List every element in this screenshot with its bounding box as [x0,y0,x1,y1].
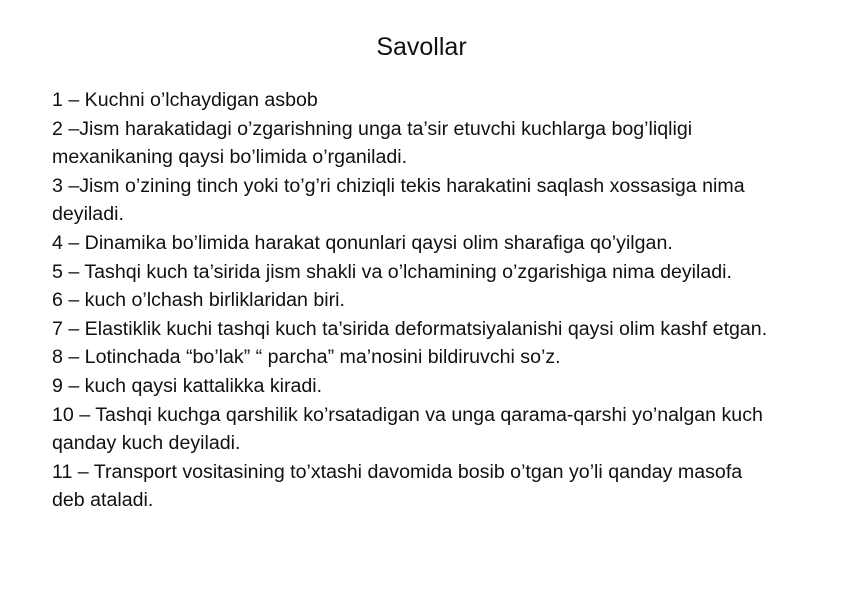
question-item: 10 – Tashqi kuchga qarshilik ko’rsatadigan va unga qarama-qarshi yo’nalgan kuch qanday kuch deyiladi. [52,403,763,455]
question-item: 5 – Tashqi kuch ta’sirida jism shakli va o’lchamining o’zgarishiga nima deyiladi. [52,260,732,283]
question-item: 8 – Lotinchada “bo’lak” “ parcha” ma’nosini bildiruvchi so’z. [52,346,561,369]
question-item: 6 – kuch o’lchash birliklaridan biri. [52,289,345,312]
question-item: 11 – Transport vositasining to’xtashi davomida bosib o’tgan yo’li qanday masofa deb ataladi. [52,460,743,512]
question-item: 1 – Kuchni o’lchaydigan asbob [52,89,318,111]
question-item: 9 – kuch qaysi kattalikka kiradi. [52,374,323,397]
question-item: 4 – Dinamika bo’limida harakat qonunlari qaysi olim sharafiga qo’yilgan. [52,231,673,254]
question-item: 3 –Jism o’zining tinch yoki to’g’ri chiziqli tekis harakatini saqlash xossasiga nima deyiladi. [52,174,745,226]
question-item: 7 – Elastiklik kuchi tashqi kuch ta’sirida deformatsiyalanishi qaysi olim kashf etgan. [52,317,768,340]
slide-title: Savollar [376,33,467,61]
question-list [52,86,772,515]
question-item: 2 –Jism harakatidagi o’zgarishning unga ta’sir etuvchi kuchlarga bog’liqligi mexanikaning qaysi bo’limida o’rganiladi. [52,117,693,169]
